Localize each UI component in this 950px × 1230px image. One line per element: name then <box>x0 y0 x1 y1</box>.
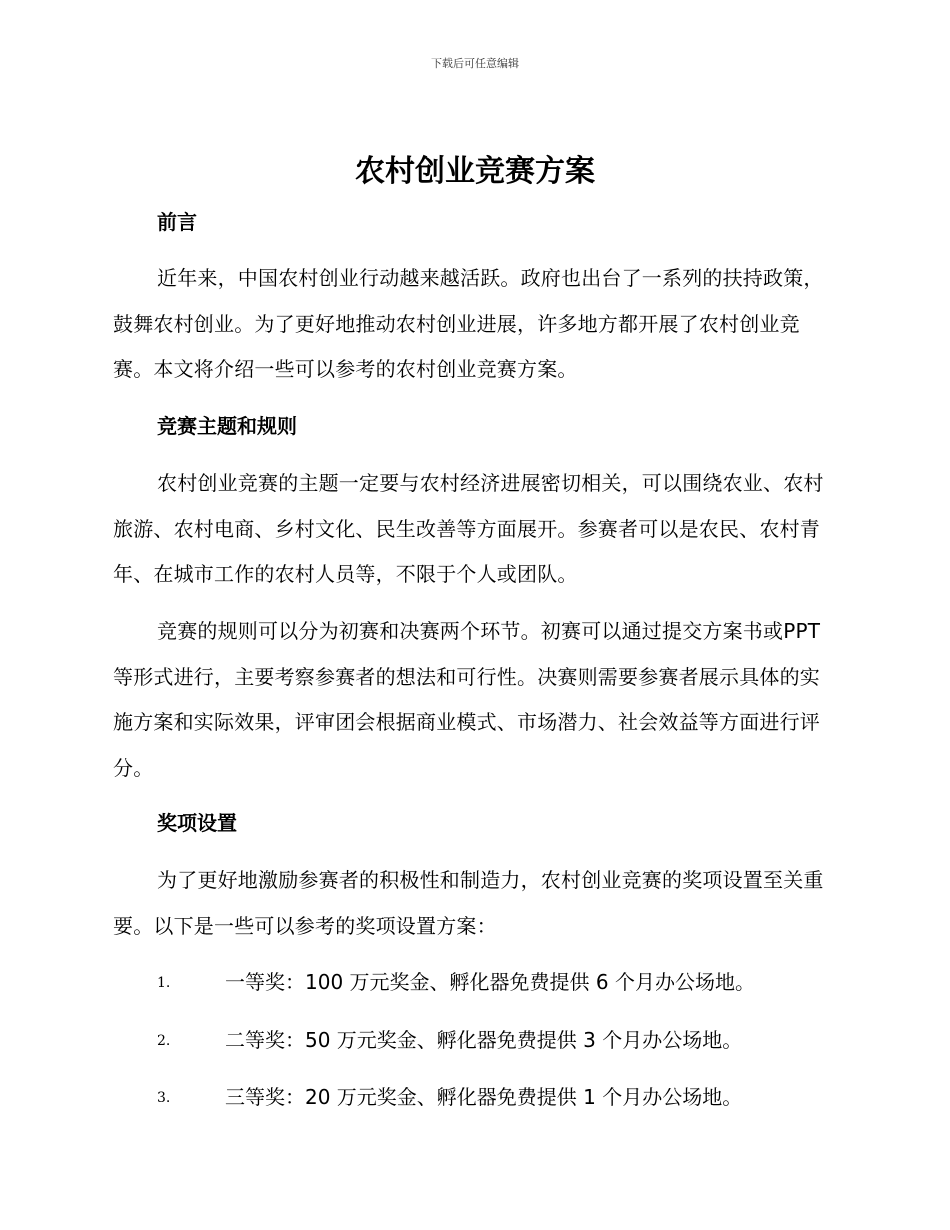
page-header-note: 下载后可任意编辑 <box>431 57 519 70</box>
paragraph: 近年来，中国农村创业行动越来越活跃。政府也出台了一系列的扶持政策，鼓舞农村创业。为了更好地推动农村创业进展，许多地方都开展了农村创业竞赛。本文将介绍一些可以参考的农村创业竞赛方案。 <box>113 266 824 381</box>
section-heading-preface: 前言 <box>157 210 197 234</box>
list-item-number: 1. <box>157 975 171 991</box>
section-heading-theme-rules: 竞赛主题和规则 <box>157 414 297 438</box>
paragraph: 农村创业竞赛的主题一定要与农村经济进展密切相关，可以围绕农业、农村旅游、农村电商、乡村文化、民生改善等方面展开。参赛者可以是农民、农村青年、在城市工作的农村人员等，不限于个人或团队。 <box>113 471 824 586</box>
paragraph: 为了更好地激励参赛者的积极性和制造力，农村创业竞赛的奖项设置至关重要。以下是一些可以参考的奖项设置方案： <box>113 868 824 938</box>
list-item-number: 3. <box>157 1090 171 1106</box>
list-item-number: 2. <box>157 1033 171 1049</box>
paragraph: 竞赛的规则可以分为初赛和决赛两个环节。初赛可以通过提交方案书或PPT 等形式进行，主要考察参赛者的想法和可行性。决赛则需要参赛者展示具体的实施方案和实际效果，评审团会根据商业模式、市场潜力、社会效益等方面进行评分。 <box>113 619 821 780</box>
section-heading-awards: 奖项设置 <box>157 811 237 835</box>
list-item-text: 一等奖：100 万元奖金、孵化器免费提供 6 个月办公场地。 <box>225 970 755 994</box>
list-item-text: 二等奖：50 万元奖金、孵化器免费提供 3 个月办公场地。 <box>225 1028 743 1052</box>
list-item-text: 三等奖：20 万元奖金、孵化器免费提供 1 个月办公场地。 <box>225 1085 743 1109</box>
document-title: 农村创业竞赛方案 <box>355 154 595 189</box>
